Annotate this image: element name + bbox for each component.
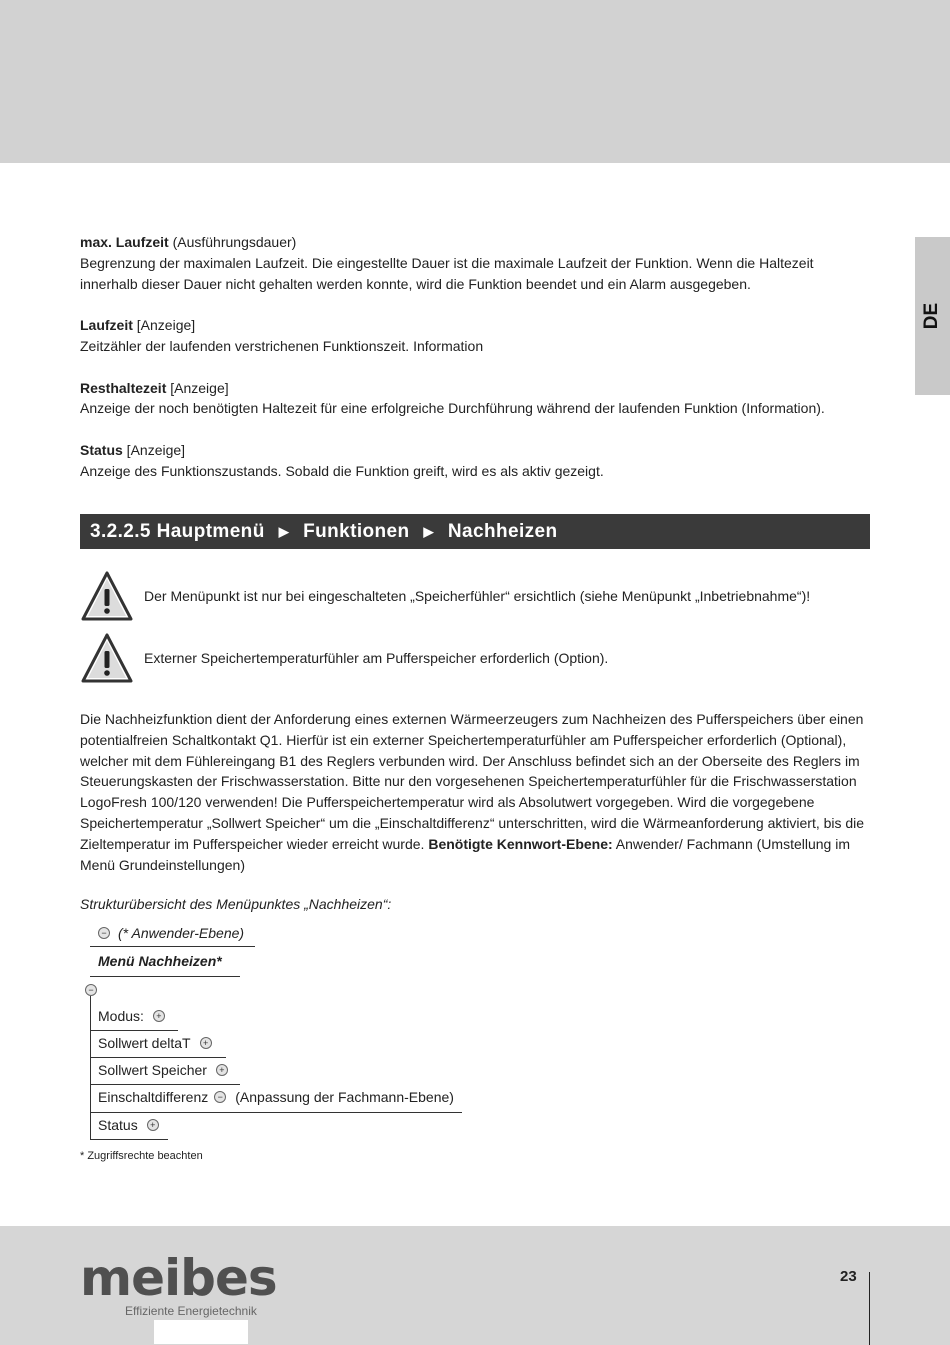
description-paragraph — [80, 709, 870, 875]
definition-resthaltezeit — [80, 378, 870, 420]
tree-level-note — [98, 925, 244, 941]
minus-icon: − — [98, 927, 110, 939]
underline — [90, 946, 255, 947]
menu-title-text: Menü Nachheizen* — [98, 953, 222, 969]
tree-item-modus[interactable] — [98, 1008, 165, 1024]
page-number-rule — [869, 1272, 870, 1345]
tree-item-label: Sollwert Speicher — [98, 1062, 207, 1078]
tree-item-sollwert-deltat[interactable] — [98, 1035, 212, 1051]
tree-item-label: Modus: — [98, 1008, 144, 1024]
footnote: * Zugriffsrechte beachten — [80, 1150, 203, 1162]
tree-item-einschaltdifferenz[interactable] — [98, 1089, 454, 1105]
plus-icon[interactable]: + — [153, 1010, 165, 1022]
section-heading — [80, 514, 870, 549]
logo-wordmark: meibes — [80, 1249, 277, 1307]
meibes-logo — [80, 1249, 277, 1318]
warning-icon — [80, 570, 134, 622]
page-number: 23 — [840, 1268, 857, 1285]
tree-item-sollwert-speicher[interactable] — [98, 1062, 228, 1078]
definition-qualifier: [Anzeige] — [122, 441, 186, 458]
definition-text: Zeitzähler der laufenden verstrichenen Funktionszeit. Information — [80, 337, 484, 354]
underline — [90, 1112, 462, 1113]
warning-text: Externer Speichertemperaturfühler am Pufferspeicher erforderlich (Option). — [144, 650, 609, 666]
arrow-right-icon: ▶ — [423, 523, 434, 539]
definition-qualifier: [Anzeige] — [166, 379, 229, 396]
warning-note — [80, 632, 870, 684]
definition-text: Anzeige der noch benötigten Haltezeit für eine erfolgreiche Durchführung während der laufenden Funktion (Information). — [80, 400, 825, 417]
structure-title: Strukturübersicht des Menüpunktes „Nachheizen“: — [80, 896, 392, 912]
definition-qualifier: (Ausführungsdauer) — [168, 234, 297, 250]
section-part: Nachheizen — [447, 520, 558, 542]
language-tab — [915, 237, 950, 395]
underline — [90, 1084, 240, 1085]
definition-text: Begrenzung der maximalen Laufzeit. Die eingestellte Dauer ist die maximale Laufzeit der Funktion. Wenn die Haltezeit innerhalb dieser Dauer nicht gehalten werden konnte, wird die Funktion beendet und ein Alarm ausgegeben. — [80, 254, 814, 292]
definition-term: max. Laufzeit — [80, 234, 169, 250]
definition-term: Resthaltezeit — [80, 379, 167, 396]
minus-icon[interactable]: − — [214, 1091, 226, 1103]
plus-icon[interactable]: + — [216, 1064, 228, 1076]
plus-icon[interactable]: + — [147, 1119, 159, 1131]
definition-laufzeit — [80, 315, 870, 357]
warning-note — [80, 570, 870, 622]
underline — [90, 1057, 226, 1058]
definition-list — [80, 232, 870, 502]
tree-item-note: (Anpassung der Fachmann-Ebene) — [235, 1089, 454, 1105]
tree-collapse[interactable] — [85, 984, 97, 996]
tree-item-status[interactable] — [98, 1117, 159, 1133]
definition-term: Status — [80, 441, 123, 458]
level-note-text: (* Anwender-Ebene) — [118, 925, 245, 941]
tree-item-label: Status — [98, 1117, 138, 1133]
language-label: DE — [921, 302, 943, 330]
password-level-label: Benötigte Kennwort-Ebene: — [428, 835, 613, 852]
definition-text: Anzeige des Funktionszustands. Sobald die Funktion greift, wird es als aktiv gezeigt. — [80, 462, 604, 479]
section-part: Funktionen — [303, 520, 410, 542]
warning-icon — [80, 632, 134, 684]
section-part: Hauptmenü — [156, 520, 265, 542]
warning-text: Der Menüpunkt ist nur bei eingeschalteten „Speicherfühler“ ersichtlich (siehe Menüpunkt „Inbetriebnahme“)! — [144, 588, 811, 604]
underline — [90, 1139, 168, 1140]
plus-icon[interactable]: + — [200, 1037, 212, 1049]
logo-tagline: Effiziente Energietechnik — [125, 1304, 257, 1318]
section-number: 3.2.2.5 — [90, 520, 151, 542]
definition-term: Laufzeit — [80, 317, 133, 334]
password-level-value: Anwender/ Fachmann (Umstellung im Menü Grundeinstellungen) — [80, 835, 850, 873]
collapse-icon[interactable]: − — [85, 984, 97, 996]
description-text: Die Nachheizfunktion dient der Anforderung eines externen Wärmeerzeugers zum Nachheizen des Pufferspeichers über einen potentialfreien Schaltkontakt Q1. Hierfür ist ein externer Speichertemperaturfühler am Pufferspeicher erforderlich (Optional), welcher mit dem Fühlereingang B1 des Reglers verbunden wird. Der Anschluss befindet sich an der Oberseite des Reglers im Steuerungskasten der Frischwasserstation. Bitte nur den vorgesehenen Speichertemperaturfühler für die Frischwasserstation LogoFresh 100/120 verwenden! Die Pufferspeichertemperatur wird als Absolutwert vorgegeben. Wird die vorgegebene Speichertemperatur „Sollwert Speicher“ um die „Einschaltdifferenz“ unterschritten, wird die Wärmeanforderung aktiviert, bis die Zieltemperatur im Pufferspeicher wieder erreicht wurde. — [80, 711, 865, 852]
tree-item-label: Sollwert deltaT — [98, 1035, 191, 1051]
header-band — [0, 0, 950, 163]
underline — [90, 1030, 178, 1031]
definition-qualifier: [Anzeige] — [132, 317, 196, 334]
logo-decoration — [154, 1320, 248, 1344]
tree-item-label: Einschaltdifferenz — [98, 1089, 209, 1105]
definition-status — [80, 440, 870, 482]
arrow-right-icon: ▶ — [278, 523, 290, 539]
tree-menu-title — [98, 953, 222, 969]
definition-max-laufzeit — [80, 232, 870, 294]
underline — [90, 976, 240, 977]
tree-branch-line — [90, 996, 91, 1139]
